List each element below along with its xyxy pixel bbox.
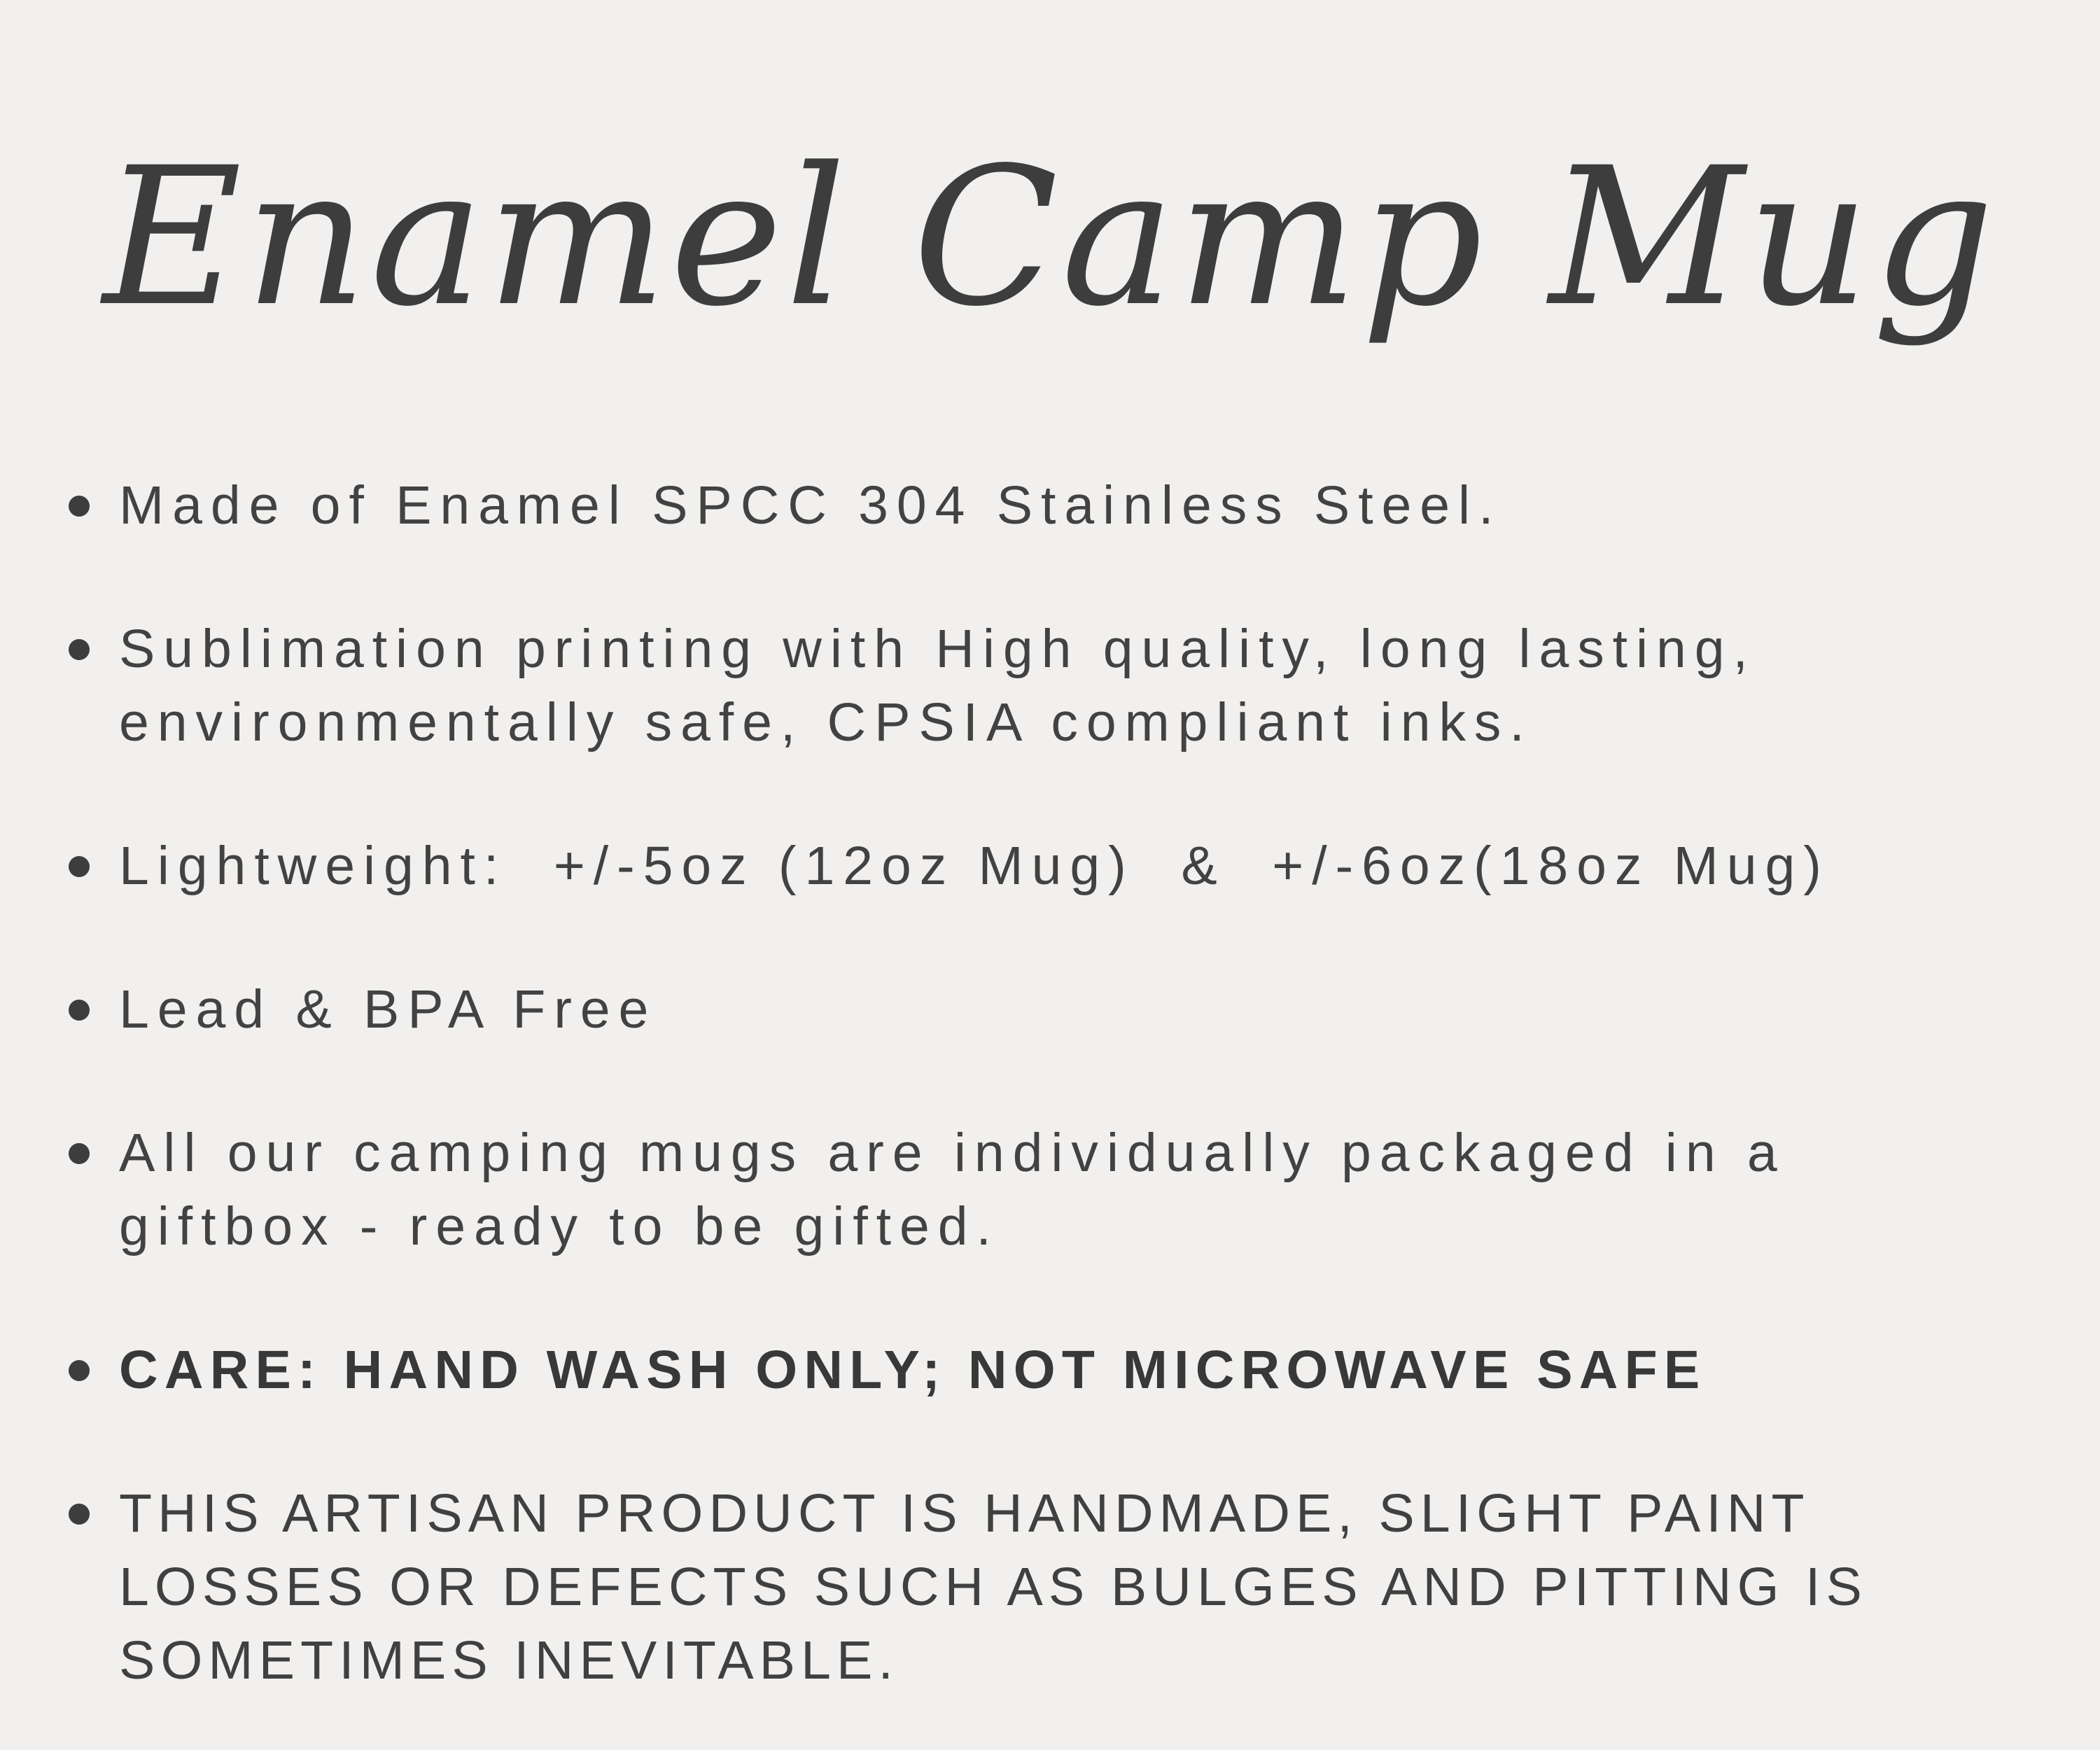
feature-packaging [69, 1116, 2100, 1264]
feature-lead-bpa-free [69, 973, 2100, 1046]
feature-list [69, 469, 2100, 1698]
feature-line: giftbox - ready to be gifted. [119, 1196, 1000, 1256]
feature-line: THIS ARTISAN PRODUCT IS HANDMADE, SLIGHT PAINT [119, 1483, 1810, 1544]
feature-printing [69, 612, 2100, 760]
feature-handmade-disclaimer [69, 1477, 2100, 1698]
product-title: Enamel Camp Mug [102, 127, 1998, 349]
feature-line: Sublimation printing with High quality, long lasting, [119, 619, 1756, 679]
feature-line: Lightweight: +/-5oz (12oz Mug) & +/-6oz(18oz Mug) [119, 836, 1830, 896]
feature-material [69, 469, 2100, 542]
feature-line: LOSSES OR DEFECTS SUCH AS BULGES AND PITTING IS [119, 1557, 1868, 1617]
feature-line: Lead & BPA Free [119, 979, 657, 1040]
feature-line: Made of Enamel SPCC 304 Stainless Steel. [119, 475, 1502, 536]
feature-care-instructions [69, 1334, 2100, 1407]
feature-weight [69, 830, 2100, 903]
feature-line: All our camping mugs are individually packaged in a [119, 1123, 1786, 1183]
feature-line: environmentally safe, CPSIA compliant inks. [119, 692, 1533, 752]
feature-line: SOMETIMES INEVITABLE. [119, 1630, 899, 1690]
feature-line: CARE: HAND WASH ONLY; NOT MICROWAVE SAFE [119, 1340, 1707, 1400]
